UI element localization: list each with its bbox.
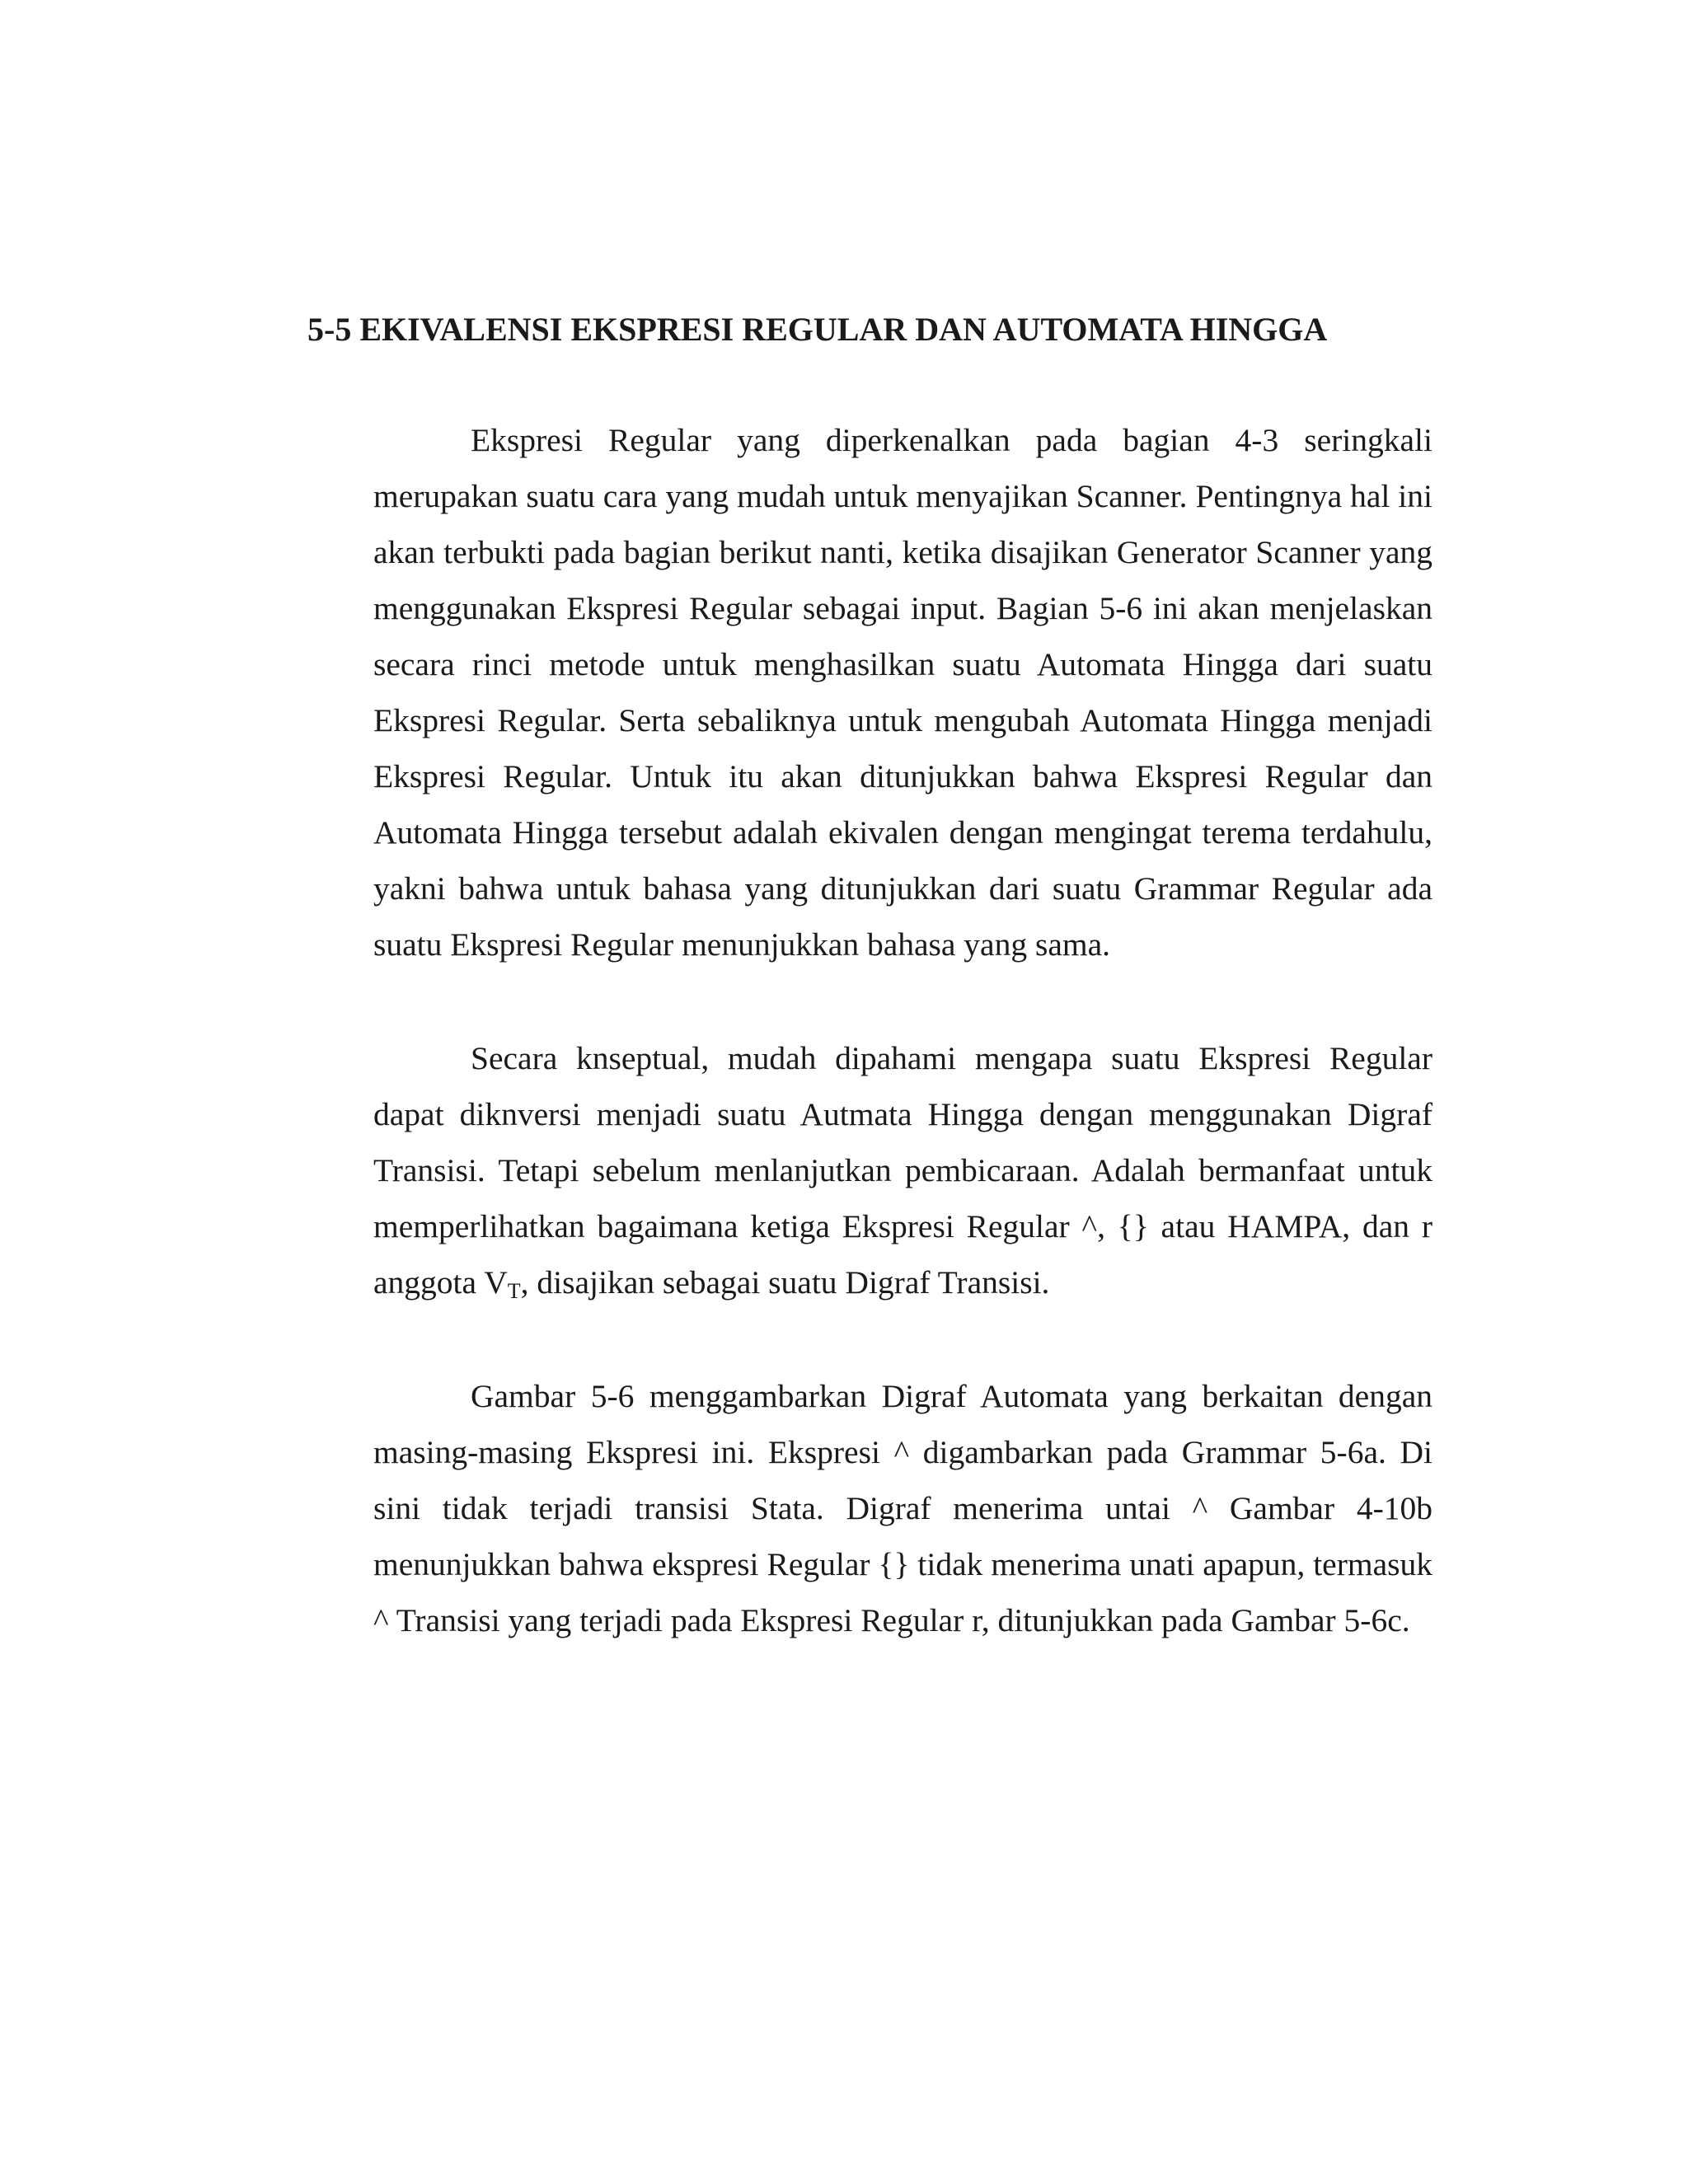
paragraph-2-text-start: Secara knseptual, mudah dipahami mengapa suatu Ekspresi Regular dapat diknversi menjadi suatu Autmata Hingga dengan menggunakan Digraf Transisi. Tetapi sebelum menlanjutkan pembicaraan. Adalah bermanfaat untuk memperlihatkan bagaimana ketiga Ekspresi Regular ^, {} atau HAMPA, dan r anggota V (373, 1040, 1432, 1301)
paragraph-3: Gambar 5-6 menggambarkan Digraf Automata yang berkaitan dengan masing-masing Ekspresi ini. Ekspresi ^ digambarkan pada Grammar 5-6a. Di sini tidak terjadi transisi Stata. Digraf menerima untai ^ Gambar 4-10b menunjukkan bahwa ekspresi Regular {} tidak menerima unati apapun, termasuk ^ Transisi yang terjadi pada Ekspresi Regular r, ditunjukkan pada Gambar 5-6c. (373, 1378, 1432, 1638)
section-heading: 5-5 EKIVALENSI EKSPRESI REGULAR DAN AUTOMATA HINGGA (307, 311, 1328, 348)
subscript-t: T (507, 1279, 521, 1303)
paragraph-2 (373, 1030, 1432, 1310)
paragraph-2-text-end: , disajikan sebagai suatu Digraf Transisi. (520, 1264, 1050, 1301)
paragraph-1: Ekspresi Regular yang diperkenalkan pada bagian 4-3 seringkali merupakan suatu cara yang mudah untuk menyajikan Scanner. Pentingnya hal ini akan terbukti pada bagian berikut nanti, ketika disajikan Generator Scanner yang menggunakan Ekspresi Regular sebagai input. Bagian 5-6 ini akan menjelaskan secara rinci metode untuk menghasilkan suatu Automata Hingga dari suatu Ekspresi Regular. Serta sebaliknya untuk mengubah Automata Hingga menjadi Ekspresi Regular. Untuk itu akan ditunjukkan bahwa Ekspresi Regular dan Automata Hingga tersebut adalah ekivalen dengan mengingat terema terdahulu, yakni bahwa untuk bahasa yang ditunjukkan dari suatu Grammar Regular ada suatu Ekspresi Regular menunjukkan bahasa yang sama. (373, 422, 1432, 963)
